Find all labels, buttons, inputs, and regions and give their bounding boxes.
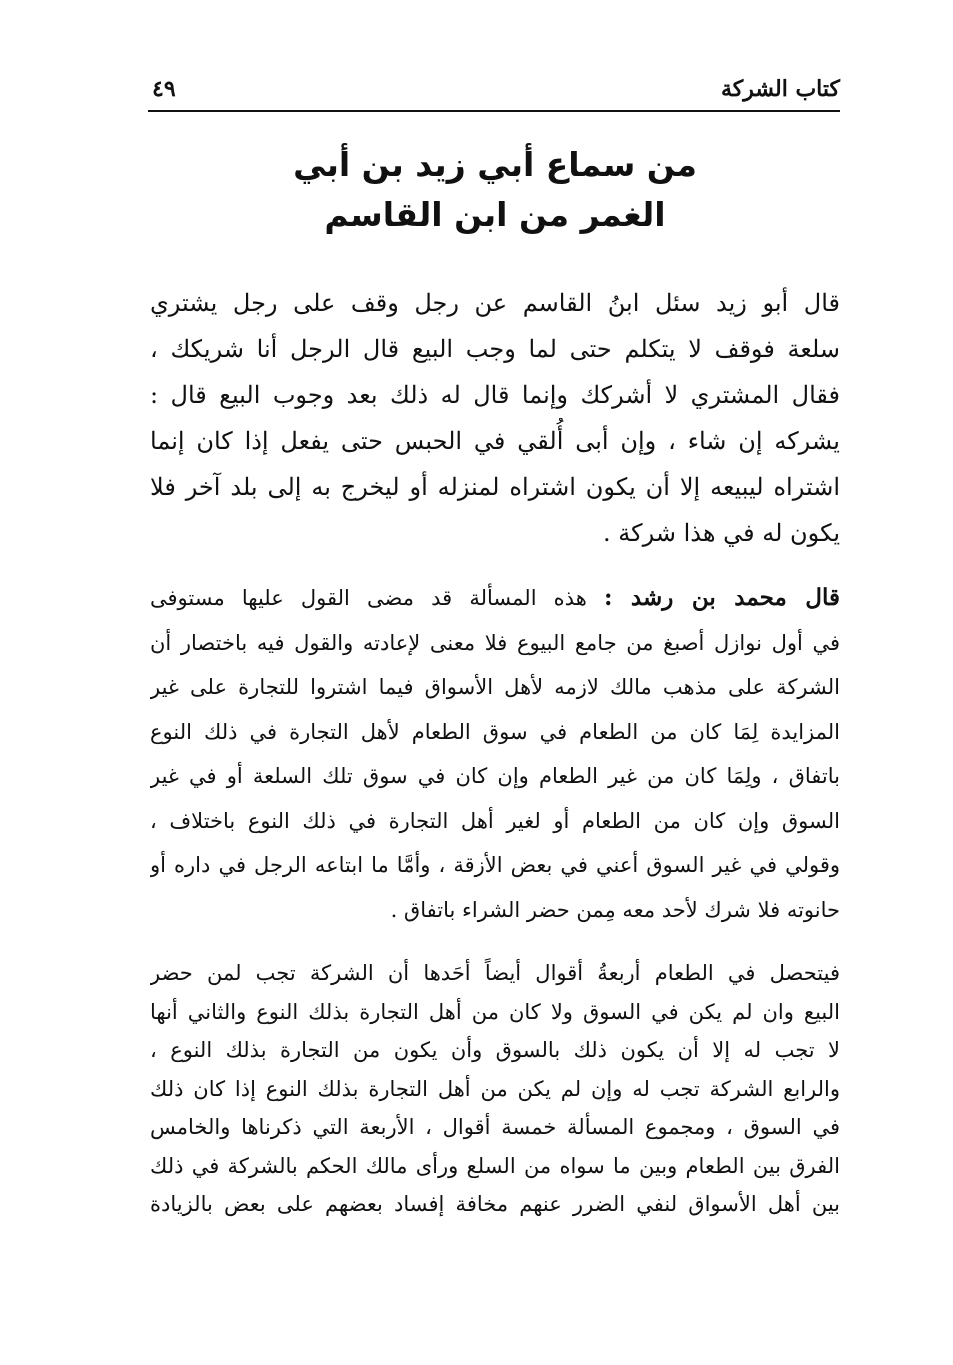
- text-line: والرابع الشركة تجب له وإن لم يكن من أهل التجارة بذلك النوع إذا كان ذلك: [150, 1076, 840, 1101]
- text-line: الفرق بين الطعام وبين ما سواه من السلع ورأى مالك الحكم بالشركة في ذلك: [150, 1153, 840, 1178]
- heading-line-2: الغمر من ابن القاسم: [324, 195, 666, 234]
- text-line: المزايدة لِمَا كان من الطعام في سوق الطعام لأهل التجارة في ذلك النوع: [150, 719, 840, 744]
- paragraph-3: [150, 954, 840, 1224]
- heading-line-1: من سماع أبي زيد بن أبي: [293, 145, 697, 184]
- paragraph-1: [150, 280, 840, 556]
- text-line-first: [150, 576, 840, 621]
- text-line: حانوته فلا شرك لأحد معه مِمن حضر الشراء باتفاق .: [390, 897, 840, 922]
- text-line: فيتحصل في الطعام أربعةُ أقوال أيضاً أحَدها أن الشركة تجب لمن حضر: [150, 961, 840, 985]
- body-text: [150, 280, 840, 1224]
- text-line: يكون له في هذا شركة .: [603, 519, 840, 547]
- text-line: قال أبو زيد سئل ابنُ القاسم عن رجل وقف على رجل يشتري: [150, 289, 840, 317]
- text-line: يشركه إن شاء ، وإن أبى أُلقي في الحبس حتى يفعل إذا كان إنما: [150, 427, 840, 455]
- text-line: بين أهل الأسواق لنفي الضرر عنهم مخافة إفساد بعضهم على بعض بالزيادة: [150, 1192, 840, 1216]
- book-title: كتاب الشركة: [720, 76, 840, 102]
- paragraph-2: [150, 576, 840, 932]
- text-line: وقولي في غير السوق أعني في بعض الأزقة ، وأمَّا ما ابتاعه الرجل في داره أو: [150, 853, 840, 877]
- text-line: سلعة فوقف لا يتكلم حتى لما وجب البيع قال الرجل أنا شريكك ،: [150, 335, 840, 363]
- text-line: الشركة على مذهب مالك لازمه لأهل الأسواق فيما اشتروا للتجارة على غير: [150, 675, 840, 699]
- first-line-rest: هذه المسألة قد مضى القول عليها مستوفى: [150, 586, 604, 610]
- text-line: فقال المشتري لا أشركك وإنما قال له ذلك بعد وجوب البيع قال :: [150, 381, 840, 409]
- text-line: في السوق ، ومجموع المسألة خمسة أقوال ، الأربعة التي ذكرناها والخامس: [150, 1115, 840, 1139]
- page-number: ٤٩: [152, 76, 176, 102]
- text-line: لا تجب له إلا أن يكون ذلك بالسوق وأن يكون من التجارة بذلك النوع ،: [150, 1038, 840, 1062]
- chapter-heading: [200, 140, 790, 240]
- text-line: في أول نوازل أصبغ من جامع البيوع فلا معنى لإعادته والقول فيه باختصار أن: [150, 630, 840, 655]
- running-header: [148, 72, 840, 112]
- text-line: البيع وان لم يكن في السوق ولا كان من أهل التجارة بذلك النوع والثاني أنها: [150, 999, 840, 1024]
- text-line: اشتراه ليبيعه إلا أن يكون اشتراه لمنزله أو ليخرج به إلى بلد آخر فلا: [150, 473, 840, 501]
- text-line: السوق وإن كان من الطعام أو لغير أهل التجارة في ذلك النوع باختلاف ،: [150, 808, 840, 833]
- text-line: باتفاق ، ولِمَا كان من غير الطعام وإن كان في سوق تلك السلعة أو في غير: [150, 764, 840, 788]
- commentary-lead-in: قال محمد بن رشد :: [603, 584, 840, 611]
